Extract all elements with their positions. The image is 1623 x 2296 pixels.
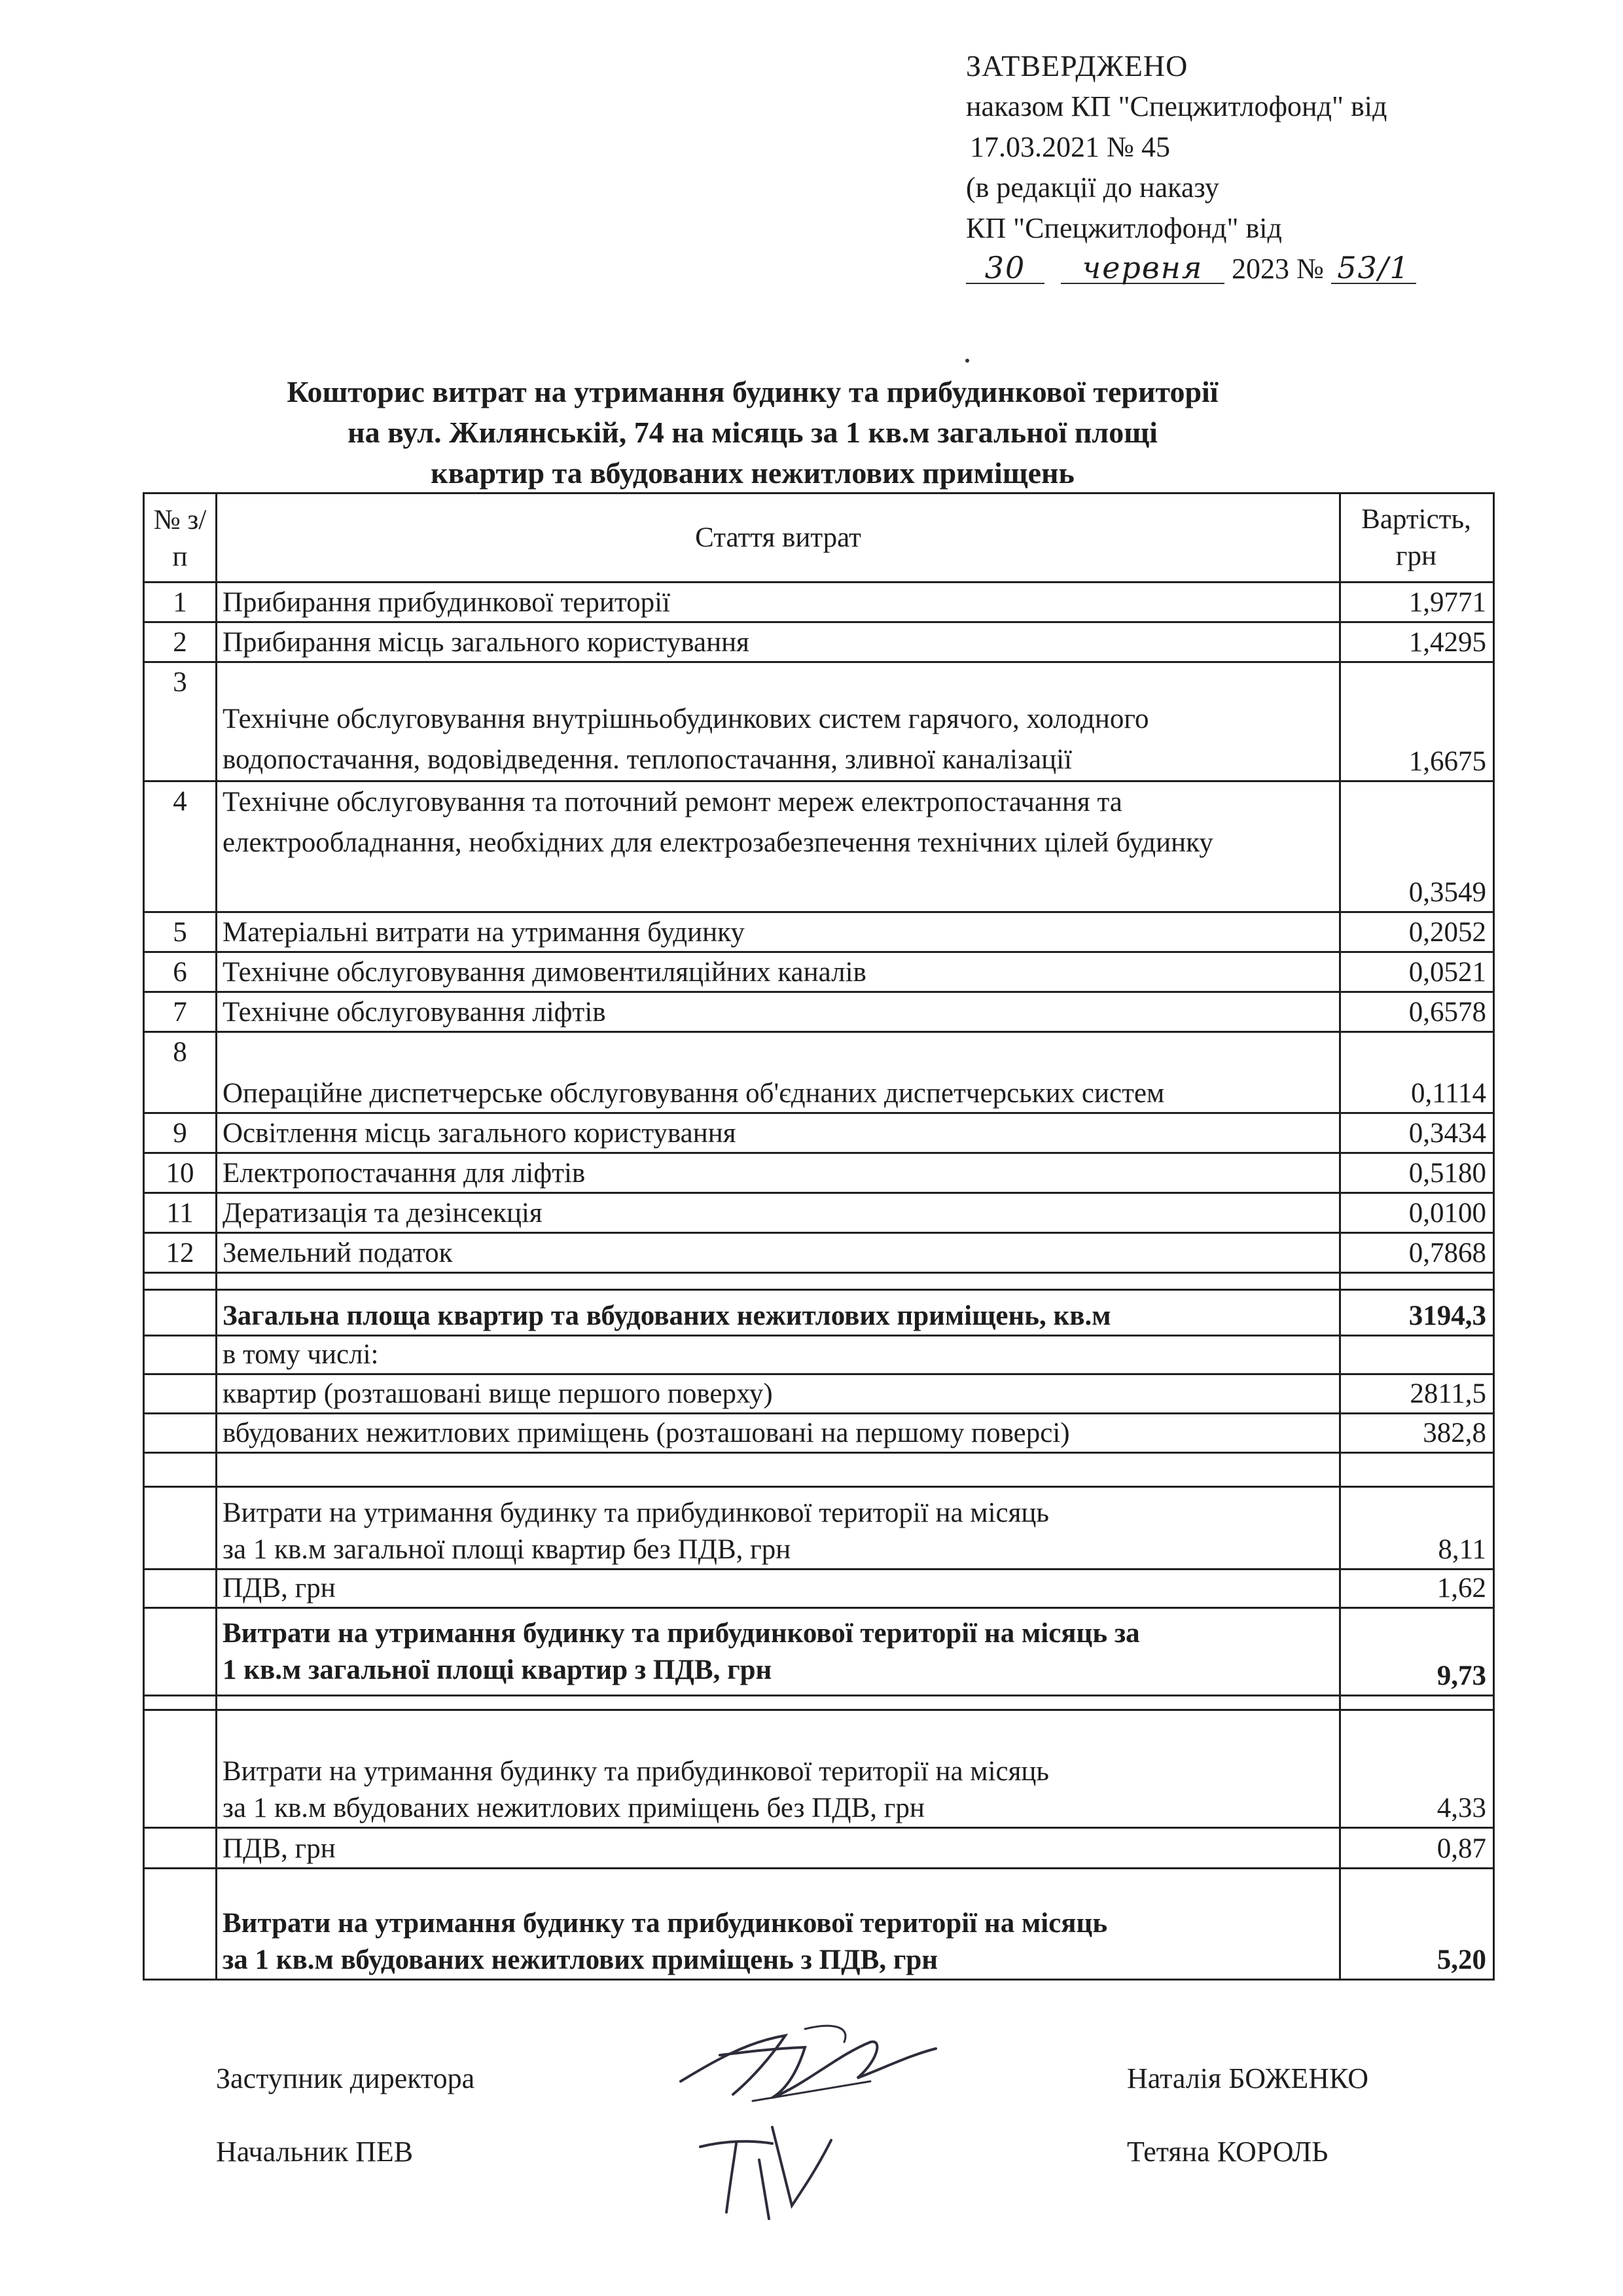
total-area-row (144, 1290, 1494, 1336)
handwritten-month: червня (1061, 253, 1224, 284)
table-row: 2 Прибирання місць загального користування 1,4295 (144, 622, 1494, 662)
handwritten-order-number: 53/1 (1331, 253, 1416, 284)
nonresidential-cost-row: Витрати на утримання будинку та прибудинкової території на місяць за 1 кв.м вбудованих нежитлових приміщень без ПДВ, грн 4,33 (144, 1710, 1494, 1828)
table-row: 6 Технічне обслуговування димовентиляційних каналів 0,0521 (144, 952, 1494, 992)
table-row: 12 Земельний податок 0,7868 (144, 1233, 1494, 1273)
table-row: 1 Прибирання прибудинкової території 1,9771 (144, 583, 1494, 622)
spacer-row (144, 1453, 1494, 1487)
apartment-total-row: Витрати на утримання будинку та прибудинкової території на місяць за 1 кв.м загальної площі квартир з ПДВ, грн 9,73 (144, 1608, 1494, 1696)
table-row: 10 Електропостачання для ліфтів 0,5180 (144, 1153, 1494, 1193)
head-pev-title: Начальник ПЕВ (216, 2136, 414, 2168)
title-line-2: на вул. Жилянській, 74 на місяць за 1 кв.м загальної площі (348, 416, 1158, 449)
head-signature (687, 2114, 844, 2225)
deputy-signature (674, 2016, 949, 2114)
spacer-row (144, 1273, 1494, 1290)
deputy-director-title: Заступник директора (216, 2062, 475, 2094)
including-row: в тому числі: (144, 1336, 1494, 1374)
apartment-vat-row: ПДВ, грн 1,62 (144, 1570, 1494, 1608)
handwritten-day: 30 (966, 253, 1044, 284)
title-line-1: Кошторис витрат на утримання будинку та прибудинкової території (287, 375, 1219, 408)
title-line-3: квартир та вбудованих нежитлових приміщень (431, 456, 1075, 490)
nonresidential-total-row: Витрати на утримання будинку та прибудинкової території на місяць за 1 кв.м вбудованих нежитлових приміщень з ПДВ, грн 5,20 (144, 1869, 1494, 1980)
total-area-value: 3194,3 (1340, 1290, 1494, 1336)
table-row: 3 Технічне обслуговування внутрішньобудинкових систем гарячого, холодного водопостачання, водовідведення. теплопостачання, зливної каналізації 1,6675 (144, 662, 1494, 781)
table-row: 7 Технічне обслуговування ліфтів 0,6578 (144, 992, 1494, 1032)
table-row: 9 Освітлення місць загального користування 0,3434 (144, 1113, 1494, 1153)
spacer-row (144, 1696, 1494, 1710)
header-num: № з/п (144, 493, 217, 583)
nonresidential-area-row: вбудованих нежитлових приміщень (розташовані на першому поверсі) 382,8 (144, 1414, 1494, 1453)
scan-dot (965, 359, 969, 363)
document-title (137, 372, 1368, 493)
approval-stamp (966, 46, 1555, 289)
table-row: 11 Дератизація та дезінсекція 0,0100 (144, 1193, 1494, 1233)
header-item: Стаття витрат (217, 493, 1340, 583)
total-area-label: Загальна площа квартир та вбудованих нежитлових приміщень, кв.м (217, 1290, 1340, 1336)
revision-org: КП "Спецжитлофонд" від (966, 212, 1282, 244)
table-row: 8 Операційне диспетчерське обслуговування об'єднаних диспетчерських систем 0,1114 (144, 1032, 1494, 1113)
cost-table (143, 492, 1495, 1981)
header-cost: Вартість, грн (1340, 493, 1494, 583)
table-header-row (144, 493, 1494, 583)
apartment-cost-row: Витрати на утримання будинку та прибудинкової території на місяць за 1 кв.м загальної площі квартир без ПДВ, грн 8,11 (144, 1487, 1494, 1570)
table-row: 4 Технічне обслуговування та поточний ремонт мереж електропостачання та електрообладнання, необхідних для електрозабезпечення технічних цілей будинку 0,3549 (144, 781, 1494, 912)
apartments-area-row: квартир (розташовані вище першого поверху) 2811,5 (144, 1374, 1494, 1414)
head-pev-name: Тетяна КОРОЛЬ (1127, 2136, 1329, 2168)
table-row: 5 Матеріальні витрати на утримання будинку 0,2052 (144, 912, 1494, 952)
approved-heading: ЗАТВЕРДЖЕНО (966, 49, 1188, 82)
revision-year: 2023 № (1232, 253, 1324, 285)
order-line: наказом КП "Спецжитлофонд" від (966, 90, 1387, 122)
revision-note: (в редакції до наказу (966, 171, 1219, 204)
order-date-number: 17.03.2021 № 45 (970, 131, 1170, 163)
revision-date-line (966, 249, 1555, 289)
nonresidential-vat-row: ПДВ, грн 0,87 (144, 1828, 1494, 1869)
deputy-director-name: Наталія БОЖЕНКО (1127, 2062, 1369, 2094)
